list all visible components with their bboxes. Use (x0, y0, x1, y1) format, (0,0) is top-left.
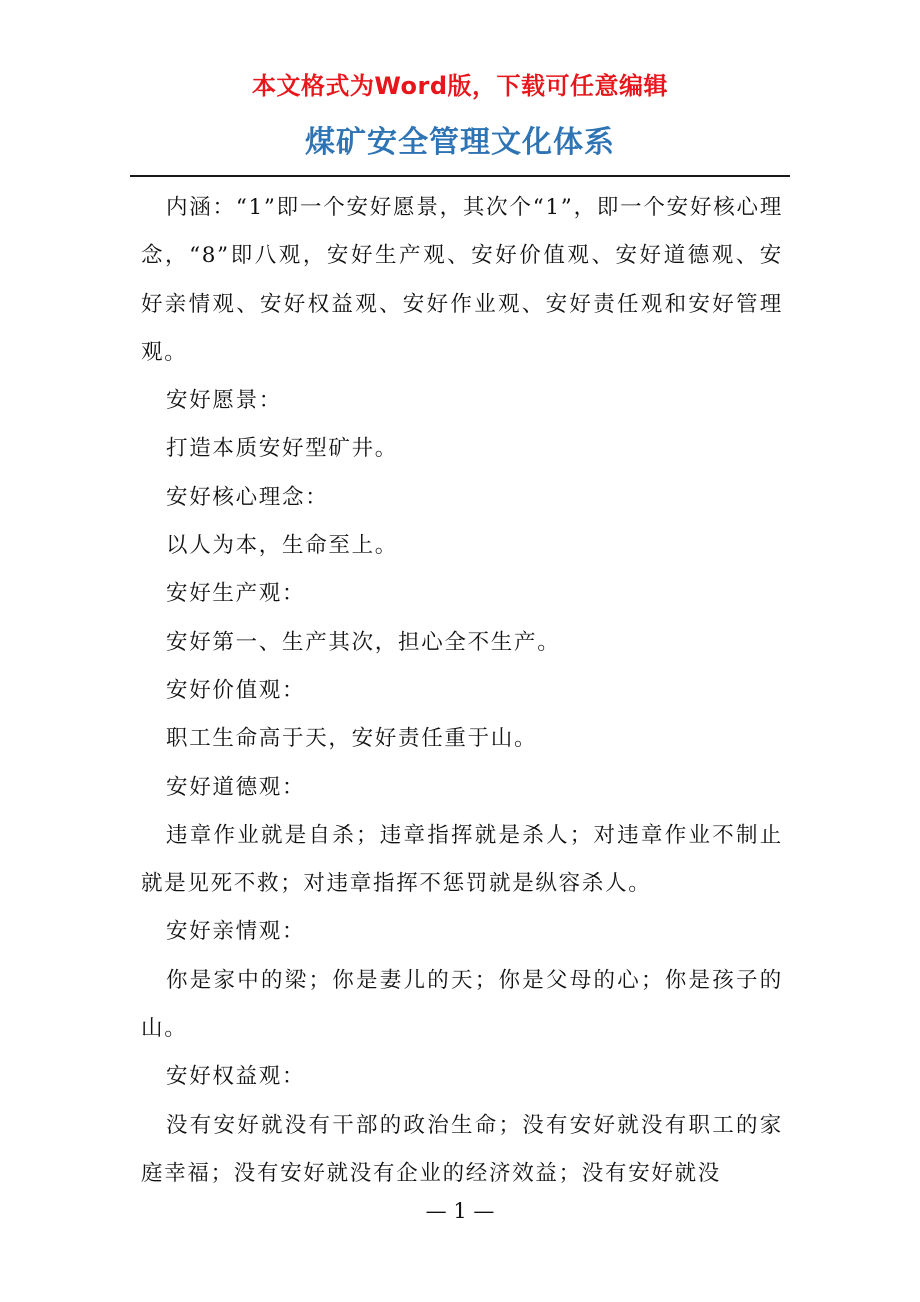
paragraph-rights-view: 没有安好就没有干部的政治生命；没有安好就没有职工的家庭幸福；没有安好就没有企业的经济效益；没有安好就没 (141, 1112, 783, 1186)
paragraph-moral-view: 违章作业就是自杀；违章指挥就是杀人；对违章作业不制止就是见死不救；对违章指挥不惩罚就是纵容杀人。 (141, 822, 783, 897)
paragraph-production-view: 安好第一、生产其次，担心全不生产。 (166, 629, 561, 655)
download-notice-banner: 本文格式为Word版，下载可任意编辑 (251, 72, 669, 100)
heading-moral-view: 安好道德观： (166, 774, 306, 800)
paragraph-intro: 内涵：“1”即一个安好愿景，其次个“1”，即一个安好核心理念，“8”即八观，安好生产观、安好价值观、安好道德观、安好亲情观、安好权益观、安好作业观、安好责任观和安好管理观。 (141, 195, 783, 365)
paragraph-family-view: 你是家中的梁；你是妻儿的天；你是父母的心；你是孩子的山。 (141, 967, 783, 1042)
page-number: — 1 — (425, 1199, 495, 1223)
heading-production-view: 安好生产观： (166, 581, 306, 607)
heading-family-view: 安好亲情观： (166, 919, 306, 945)
title-divider (130, 175, 790, 177)
heading-core-concept: 安好核心理念： (166, 484, 329, 510)
heading-value-view: 安好价值观： (166, 677, 306, 703)
paragraph-safety-vision: 打造本质安好型矿井。 (166, 436, 399, 462)
heading-rights-view: 安好权益观： (166, 1064, 306, 1090)
paragraph-core-concept: 以人为本，生命至上。 (166, 533, 399, 559)
document-body (141, 184, 783, 1198)
heading-safety-vision: 安好愿景： (166, 388, 283, 414)
document-title: 煤矿安全管理文化体系 (305, 125, 615, 160)
paragraph-value-view: 职工生命高于天，安好责任重于山。 (166, 726, 538, 752)
